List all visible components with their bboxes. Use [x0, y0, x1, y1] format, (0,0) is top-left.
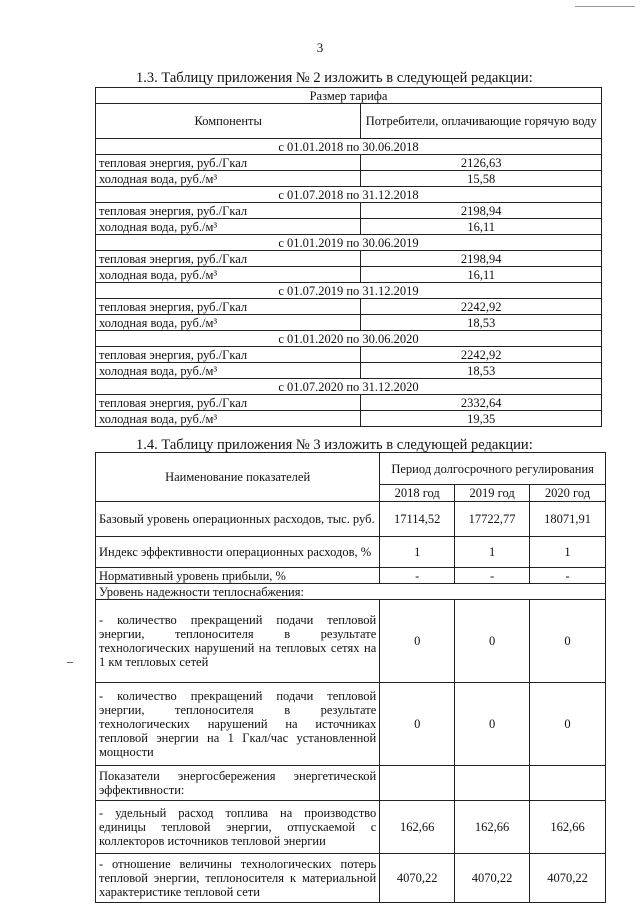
- table-row: [96, 171, 602, 187]
- indicator-value: 162,66: [530, 801, 606, 854]
- component-name: холодная вода, руб./м³: [96, 411, 361, 427]
- tariff-value: 18,53: [361, 363, 602, 379]
- indicator-value: 4070,22: [455, 854, 530, 903]
- tariff-size-header: Размер тарифа: [96, 88, 602, 104]
- section-1-3-heading: 1.3. Таблицу приложения № 2 изложить в следующей редакции:: [136, 70, 533, 86]
- year-header-2019: 2019 год: [455, 485, 530, 502]
- components-header: Компоненты: [96, 104, 361, 139]
- indicator-value: 0: [380, 600, 455, 683]
- tariff-value: 2198,94: [361, 251, 602, 267]
- consumers-header: Потребители, оплачивающие горячую воду: [361, 104, 602, 139]
- component-name: холодная вода, руб./м³: [96, 267, 361, 283]
- indicator-value: [380, 766, 455, 801]
- table-row: [96, 363, 602, 379]
- table-row: [96, 502, 606, 537]
- table-row: [96, 584, 606, 600]
- indicator-name: Показатели энергосбережения энергетической эффективности:: [96, 766, 380, 801]
- indicator-value: 1: [530, 537, 606, 568]
- indicator-value: 4070,22: [380, 854, 455, 903]
- table-row: [96, 600, 606, 683]
- indicator-name: - удельный расход топлива на производство единицы тепловой энергии, отпускаемой с коллекторов источников тепловой энергии: [96, 801, 380, 854]
- component-name: тепловая энергия, руб./Гкал: [96, 155, 361, 171]
- tariff-value: 15,58: [361, 171, 602, 187]
- table-row: [96, 395, 602, 411]
- table-row: [96, 203, 602, 219]
- tariff-value: 16,11: [361, 219, 602, 235]
- indicator-value: 0: [455, 683, 530, 766]
- tariff-value: 2126,63: [361, 155, 602, 171]
- top-edge-line: [575, 6, 635, 7]
- indicator-value: -: [380, 568, 455, 584]
- period-label: с 01.01.2020 по 30.06.2020: [96, 331, 602, 347]
- indicator-value: 0: [380, 683, 455, 766]
- year-header-2020: 2020 год: [530, 485, 606, 502]
- indicator-name: Индекс эффективности операционных расходов, %: [96, 537, 380, 568]
- indicator-value: 17722,77: [455, 502, 530, 537]
- indicator-value: 0: [530, 600, 606, 683]
- indicator-name: Нормативный уровень прибыли, %: [96, 568, 380, 584]
- period-header: Период долгосрочного регулирования: [380, 453, 606, 485]
- indicator-value: 0: [455, 600, 530, 683]
- table-row: [96, 155, 602, 171]
- component-name: тепловая энергия, руб./Гкал: [96, 395, 361, 411]
- indicator-value: [530, 766, 606, 801]
- table-row: [96, 251, 602, 267]
- table-row: [96, 568, 606, 584]
- table-row: [96, 315, 602, 331]
- table-row: [96, 411, 602, 427]
- indicators-table: [95, 452, 606, 903]
- table-row: [96, 299, 602, 315]
- indicator-name: Базовый уровень операционных расходов, тыс. руб.: [96, 502, 380, 537]
- component-name: тепловая энергия, руб./Гкал: [96, 203, 361, 219]
- section-1-4-heading: 1.4. Таблицу приложения № 3 изложить в следующей редакции:: [136, 437, 533, 453]
- period-label: с 01.01.2019 по 30.06.2019: [96, 235, 602, 251]
- tariff-value: 2242,92: [361, 347, 602, 363]
- period-label: с 01.07.2019 по 31.12.2019: [96, 283, 602, 299]
- year-header-2018: 2018 год: [380, 485, 455, 502]
- component-name: тепловая энергия, руб./Гкал: [96, 299, 361, 315]
- component-name: холодная вода, руб./м³: [96, 171, 361, 187]
- table-row: [96, 854, 606, 903]
- indicator-value: 0: [530, 683, 606, 766]
- indicator-value: [455, 766, 530, 801]
- period-label: с 01.07.2020 по 31.12.2020: [96, 379, 602, 395]
- table-row: [96, 683, 606, 766]
- indicator-value: 4070,22: [530, 854, 606, 903]
- table-row: [96, 267, 602, 283]
- component-name: тепловая энергия, руб./Гкал: [96, 347, 361, 363]
- tariff-value: 18,53: [361, 315, 602, 331]
- tariff-value: 19,35: [361, 411, 602, 427]
- tariff-value: 2332,64: [361, 395, 602, 411]
- indicator-value: 1: [455, 537, 530, 568]
- margin-mark: [67, 662, 73, 663]
- period-label: с 01.01.2018 по 30.06.2018: [96, 139, 602, 155]
- indicator-name: - отношение величины технологических потерь тепловой энергии, теплоносителя к материальной характеристике тепловой сети: [96, 854, 380, 903]
- component-name: холодная вода, руб./м³: [96, 363, 361, 379]
- tariff-value: 16,11: [361, 267, 602, 283]
- tariff-table: [95, 87, 602, 427]
- indicator-value: 162,66: [380, 801, 455, 854]
- indicator-name: Уровень надежности теплоснабжения:: [96, 584, 606, 600]
- table-row: [96, 766, 606, 801]
- component-name: холодная вода, руб./м³: [96, 315, 361, 331]
- indicator-value: 17114,52: [380, 502, 455, 537]
- indicator-name: - количество прекращений подачи тепловой энергии, теплоносителя в результате технологических нарушений на источниках тепловой энергии на 1 Гкал/час установленной мощности: [96, 683, 380, 766]
- table-row: [96, 537, 606, 568]
- indicator-value: 18071,91: [530, 502, 606, 537]
- indicator-value: -: [455, 568, 530, 584]
- table-row: [96, 219, 602, 235]
- period-label: с 01.07.2018 по 31.12.2018: [96, 187, 602, 203]
- indicator-name: - количество прекращений подачи тепловой энергии, теплоносителя в результате технологических нарушений на тепловых сетях на 1 км тепловых сетей: [96, 600, 380, 683]
- tariff-value: 2198,94: [361, 203, 602, 219]
- table-row: [96, 347, 602, 363]
- table-row: [96, 801, 606, 854]
- indicator-value: 162,66: [455, 801, 530, 854]
- indicator-value: -: [530, 568, 606, 584]
- indicator-value: 1: [380, 537, 455, 568]
- component-name: холодная вода, руб./м³: [96, 219, 361, 235]
- tariff-value: 2242,92: [361, 299, 602, 315]
- component-name: тепловая энергия, руб./Гкал: [96, 251, 361, 267]
- page-number: 3: [316, 40, 324, 55]
- indicator-name-header: Наименование показателей: [96, 453, 380, 502]
